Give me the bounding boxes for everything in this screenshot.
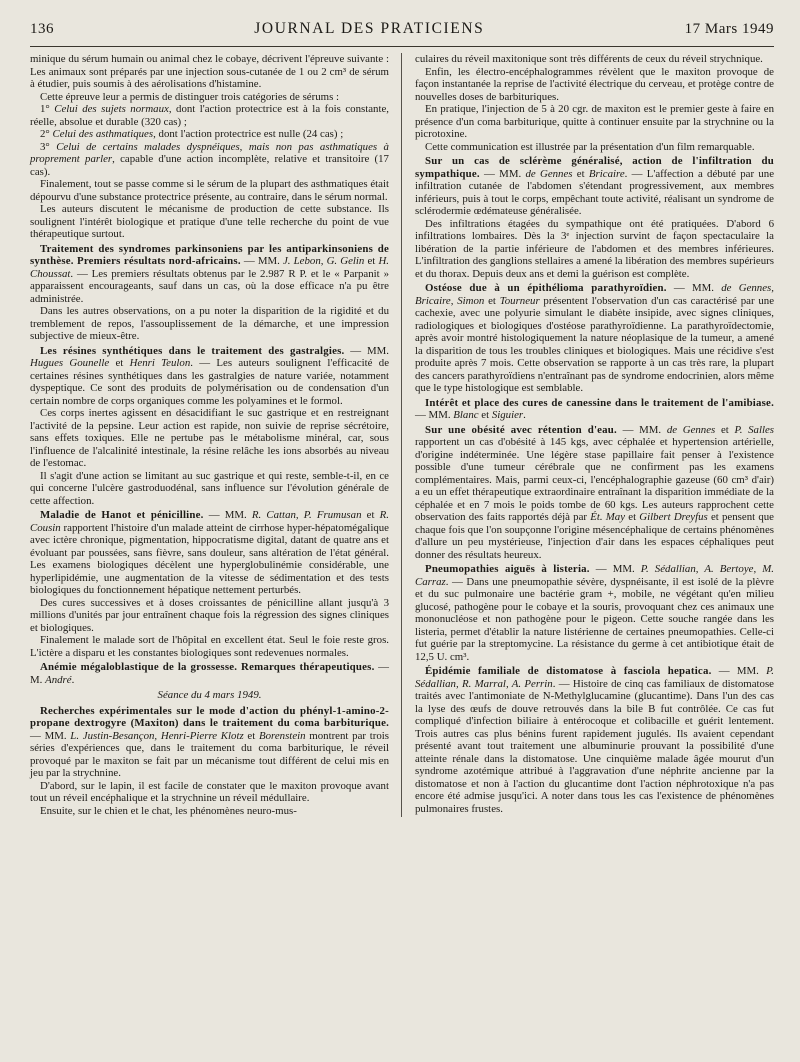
paragraph: culaires du réveil maxitonique sont très différents de ceux du réveil strychnique. (415, 53, 763, 65)
article-entry: Les résines synthétiques dans le traitement des gastralgies. — MM. Hugues Gounelle et Henri Teulon. — Les auteurs soulignent l'efficacité de certaines résines synthétiques dans les gastralgies de nature variée, notamment dyspeptique. Ce sont des produits de polymérisation ou de condensation d'un certain nombre de corps organiques comme les polyamines et le formol. (30, 344, 390, 407)
article-entry: Pneumopathies aiguës à listeria. — MM. P. Sédallian, A. Bertoye, M. Carraz. — Dans une pneumopathie sévère, dyspnéisante, il est isolé de la plèvre et du suc pulmonaire une bactérie gram +, mobile, ne végétant qu'en milieu glucosé, pathogène pour le cobaye et la souris, provoquant chez ces animaux une mononucléose et non pathogène pour le pigeon. Cette souche rangée dans les listeria, permet d'établir la nature listérienne de certaines pneumopathies. Celle-ci fut guérie par la streptomycine. La résistance du germe à cet antibiotique était de 12,5 U. cm³. (415, 563, 774, 663)
issue-date: 17 Mars 1949 (684, 21, 774, 37)
session-heading: Séance du 4 mars 1949. (157, 689, 262, 701)
paragraph: En pratique, l'injection de 5 à 20 cgr. de maxiton est le premier geste à faire en présence d'un coma barbiturique, quitte à continuer ensuite par la strychnine ou la picrotoxine. (415, 103, 774, 140)
paragraph: Cette communication est illustrée par la présentation d'un film remarquable. (425, 140, 755, 153)
paragraph: Ensuite, sur le chien et le chat, les phénomènes neuro-mus- (40, 804, 297, 817)
list-item: 2° Celui des asthmatiques, dont l'action protectrice est nulle (24 cas) ; (40, 128, 344, 140)
article-entry: Ostéose due à un épithélioma parathyroïdien. — MM. de Gennes, Bricaire, Simon et Tourneur présentent l'observation d'un cas caractérisé par une cachexie, avec une polyurie simulant le diabète insipide, avec signes cliniques, radiologiques et biologiques d'ostéose parathyroïdienne. La parathyroïdectomie, après avoir montré histologiquement la nature néoplasique de la tumeur, a amené la disparition de tous les troubles cliniques et biologiques. Mais une récidive s'est produite après 7 mois. Cette observation se rapporte à un cas très rare, la plupart des cancers parathyroïdiens n'entraînant pas de syndrome endocrinien, alors même que le type histologique est semblable. (415, 282, 775, 394)
article-entry: Recherches expérimentales sur le mode d'action du phényl-1-amino-2-propane dextrogyre (Maxiton) dans le traitement du coma barbiturique. — MM. L. Justin-Besançon, Henri-Pierre Klotz et Borenstein montrent par trois séries d'expériences que, dans le traitement du coma barbiturique, le réveil provoqué par le maxiton se fait par un mécanisme tout différent de celui mis en jeu par la strychnine. (30, 704, 390, 779)
article-entry: Sur un cas de sclérème généralisé, action de l'infiltration du sympathique. — MM. de Gennes et Bricaire. — L'affection a débuté par une infiltration cutanée de l'abdomen s'étendant progressivement, aux membres inférieurs, puis à tout le corps, empêchant toute activité, réalisant un syndrome de sclérodermie œdémateuse généralisée. (415, 155, 775, 217)
journal-title: JOURNAL DES PRATICIENS (254, 20, 485, 37)
running-header (30, 20, 774, 47)
paragraph: Des infiltrations étagées du sympathique ont été pratiquées. D'abord 6 infiltrations lombaires. Dès la 3ᵉ injection survint de façon spectaculaire la libération de la partie inférieure de l'abdomen et des membres inférieures. L'infiltration des ganglions stellaires a amené la libération des membres supérieurs et du thorax. Depuis deux ans et demi la guérison est complète. (415, 217, 774, 280)
paragraph: Il s'agit d'une action se limitant au suc gastrique et qui reste, semble-t-il, en ce qui concerne l'ulcère gastroduodénal, sans influence sur l'évolution générale de cette affection. (30, 469, 389, 507)
page-number: 136 (30, 21, 54, 37)
body-columns (30, 53, 774, 817)
right-column (402, 53, 774, 817)
paragraph: minique du sérum humain ou animal chez le cobaye, décrivent l'épreuve suivante : Les animaux sont préparés par une injection sous-cutanée de 1 ou 2 cm³ de sérum à étudier, puis soumis à des aérolisations d'histamine. (30, 53, 389, 90)
paragraph: Finalement, tout se passe comme si le sérum de la plupart des asthmatiques était dépourvu d'une substance protectrice présente, au contraire, dans le sérum normal. (30, 178, 389, 203)
paragraph: Des cures successives et à doses croissantes de pénicilline allant jusqu'à 3 millions d'unités par jour entraînent chaque fois la régression des signes cliniques et biologiques. (30, 596, 389, 634)
paragraph: Enfin, les électro-encéphalogrammes révèlent que le maxiton provoque de façon instantanée la reprise de l'activité électrique du cerveau, et protège contre de nouvelles doses de barbituriques. (415, 65, 774, 103)
paragraph: Cette épreuve leur a permis de distinguer trois catégories de sérums : (40, 90, 340, 103)
article-entry: Traitement des syndromes parkinsoniens par les antiparkinsoniens de synthèse. Premiers résultats nord-africains. — MM. J. Lebon, G. Gelin et H. Choussat. — Les premiers résultats obtenus par le 2.987 R P. et le « Parpanit » apparaissent encourageants, sauf dans un cas, où la dose efficace n'a pu être administrée. (30, 242, 389, 305)
article-entry: Épidémie familiale de distomatose à fasciola hepatica. — MM. P. Sédallian, R. Marral, A. Perrin. — Histoire de cinq cas familiaux de distomatose traités avec l'antimoniate de N-Methylglucamine (glucantime). Dans l'un des cas la lyse des œufs de douve retrouvés dans la bile B fut contrôlée. Ce cas fut compliqué d'infection biliaire à entérocoque et colibacille et guérit lentement. Trois autres cas plus bénins furent rapidement jugulés. Ils avaient cependant présenté avant tout traitement une albuminurie prouvant la possibilité d'une atteinte rénale dans la distomatose. Une cinquième malade âgée mourut d'un syndrome azotémique attribué à l'aggravation d'une néphrite ancienne par la distomatose et non à l'action du glucantime dont l'action néphrotoxique n'a pas encore été admise jusqu'ici. A noter dans tous les cas l'existence de phénomènes pulmonaires frustes. (415, 665, 774, 815)
article-entry: Maladie de Hanot et pénicilline. — MM. R. Cattan, P. Frumusan et R. Cousin rapportent l'histoire d'un malade atteint de cirrhose hyper-hépatomégalique avec ictère chronique, pigmentation, hippocratisme digital, datant de quatre ans et évoluant par poussées, sans fièvre, sans douleur, sans altération de l'état général. Les examens biologiques décèlent une hyperglobulinémie considérable, une hyperlipidémie, une augmentation de la vitesse de sédimentation et des tests biologiques du fonctionnement hépatique nettement perturbés. (30, 509, 390, 596)
paragraph: Ces corps inertes agissent en désacidifiant le suc gastrique et en restreignant l'activité de la pepsine. Leur action est rapide, non suivie de reprise sécrétoire, sans effets toxiques. Elle ne pertube pas le métabolisme minéral, car, sous l'influence de l'alcalinité intestinale, la résine relâche les ions absorbés au niveau de l'estomac. (30, 407, 389, 469)
list-item: 1° Celui des sujets normaux, dont l'action protectrice est à la fois constante, réelle, absolue et durable (320 cas) ; (30, 103, 389, 128)
left-column (30, 53, 402, 817)
article-entry: Anémie mégaloblastique de la grossesse. Remarques thérapeutiques. — M. André. (30, 661, 389, 686)
list-item: 3° Celui de certains malades dyspnéiques, mais non pas asthmatiques à proprement parler, capable d'une action incomplète, relative et transitoire (17 cas). (30, 140, 389, 178)
paragraph: D'abord, sur le lapin, il est facile de constater que le maxiton provoque avant tout un réveil encéphalique et la strychnine un réveil médullaire. (30, 779, 389, 804)
paragraph: Finalement le malade sort de l'hôpital en excellent état. Seul le foie reste gros. L'ictère a disparu et les constantes biologiques sont redevenues normales. (30, 634, 389, 659)
article-entry: Intérêt et place des cures de canessine dans le traitement de l'amibiase. — MM. Blanc et Siguier. (415, 396, 774, 421)
paragraph: Dans les autres observations, on a pu noter la disparition de la rigidité et du tremblement de repos, l'assouplissement de la démarche, et une impression subjective de mieux-être. (30, 305, 389, 342)
paragraph: Les auteurs discutent le mécanisme de production de cette substance. Ils soulignent l'intérêt biologique et pratique d'une telle recherche du point de vue thérapeutique surtout. (30, 203, 389, 240)
article-entry: Sur une obésité avec rétention d'eau. — MM. de Gennes et P. Salles rapportent un cas d'obésité à 145 kgs, avec céphalée et hypertension artérielle, d'origine indéterminée. Une légère stase papillaire fait penser à l'existence possible d'une tumeur cérébrale que ne confirment pas les examens complémentaires. Mais, parmi ceux-ci, l'encéphalographie gazeuse (60 cm³ d'air) a eu un effet thérapeutique extraordinaire entraînant la disparition immédiate de la céphalée et en 7 mois le poids tombe de 60 kgs. Les auteurs rapprochent cette observation des faits rapportés déjà par Ét. May et Gilbert Dreyfus et pensent que chaque fois que l'on soupçonne l'origine mésencéphalique de certains phénomènes d'allure un peu mystérieuse, l'injection d'air dans les espaces céphaliques peut donner des résultats heureux. (415, 423, 775, 561)
